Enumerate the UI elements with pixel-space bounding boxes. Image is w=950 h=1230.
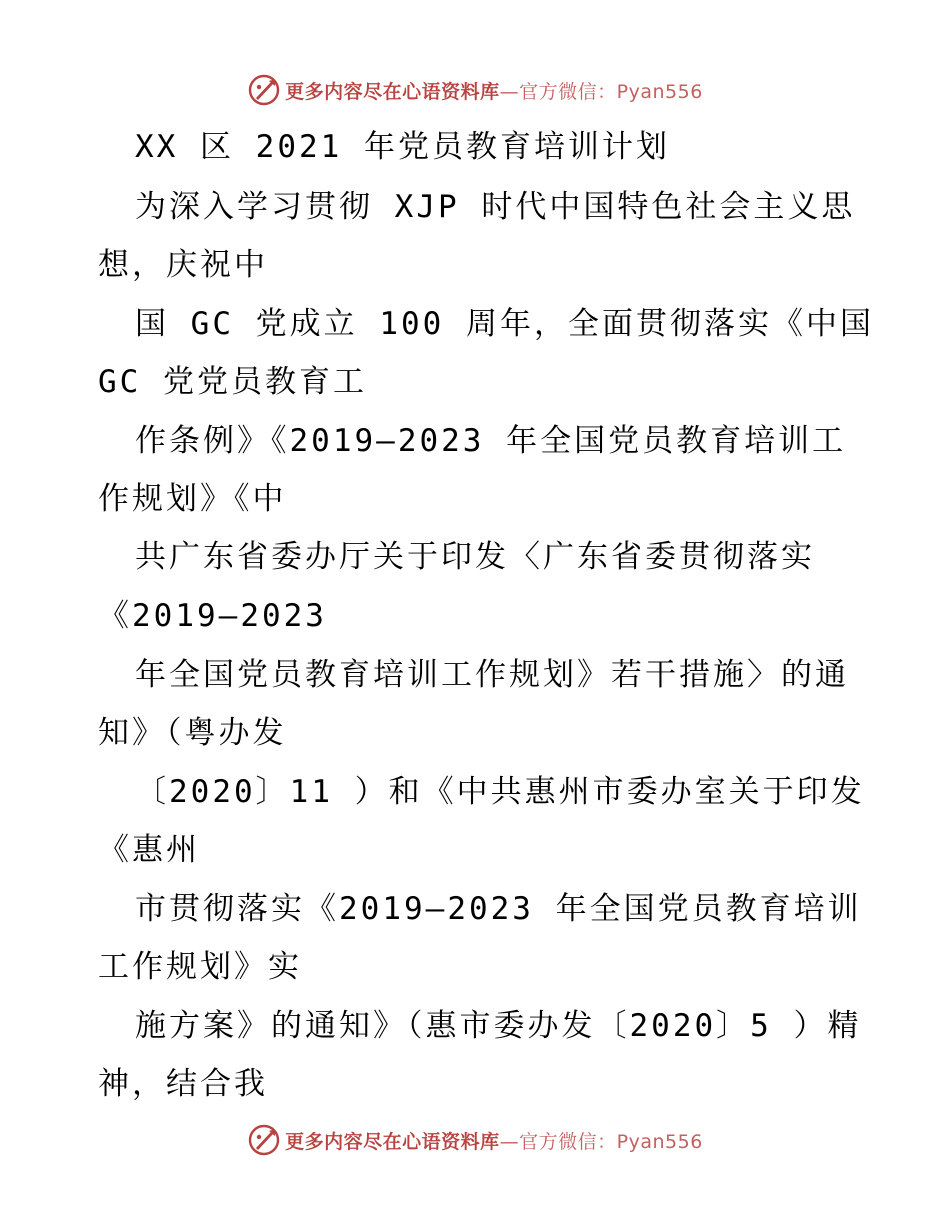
watermark-bold-text: 更多内容尽在心语资料库 <box>285 1130 500 1153</box>
body-line-11: 〔2020〕11 ）和《中共惠州市委办室关于印发 <box>135 774 865 810</box>
body-line-4: GC 党党员教育工 <box>98 364 367 400</box>
watermark-bold-text: 更多内容尽在心语资料库 <box>285 80 500 103</box>
body-line-12: 《惠州 <box>98 832 200 868</box>
body-line-6: 作规划》《中 <box>98 481 287 517</box>
body-line-8: 《2019—2023 <box>98 598 327 634</box>
body-line-3: 国 GC 党成立 100 周年，全面贯彻落实《中国 <box>135 306 874 342</box>
body-line-1: 为深入学习贯彻 XJP 时代中国特色社会主义思 <box>135 189 856 225</box>
footer-watermark <box>0 1120 950 1160</box>
watermark-contact-text: —官方微信：Pyan556 <box>499 80 703 103</box>
body-line-13: 市贯彻落实《2019—2023 年全国党员教育培训 <box>135 891 862 927</box>
body-line-10: 知》（粤办发 <box>98 715 287 751</box>
quill-pen-logo-icon <box>247 1123 281 1157</box>
body-line-16: 神，结合我 <box>98 1066 268 1102</box>
body-line-15: 施方案》的通知》（惠市委办发〔2020〕5 ）精 <box>135 1008 862 1044</box>
body-line-9: 年全国党员教育培训工作规划》若干措施〉的通 <box>135 657 849 693</box>
watermark-contact-text: —官方微信：Pyan556 <box>499 1130 703 1153</box>
body-line-14: 工作规划》实 <box>98 949 302 985</box>
body-line-5: 作条例》《2019—2023 年全国党员教育培训工 <box>135 423 847 459</box>
body-line-7: 共广东省委办厅关于印发〈广东省委贯彻落实 <box>135 539 815 575</box>
body-line-2: 想，庆祝中 <box>98 247 268 283</box>
document-title: XX 区 2021 年党员教育培训计划 <box>135 129 670 165</box>
